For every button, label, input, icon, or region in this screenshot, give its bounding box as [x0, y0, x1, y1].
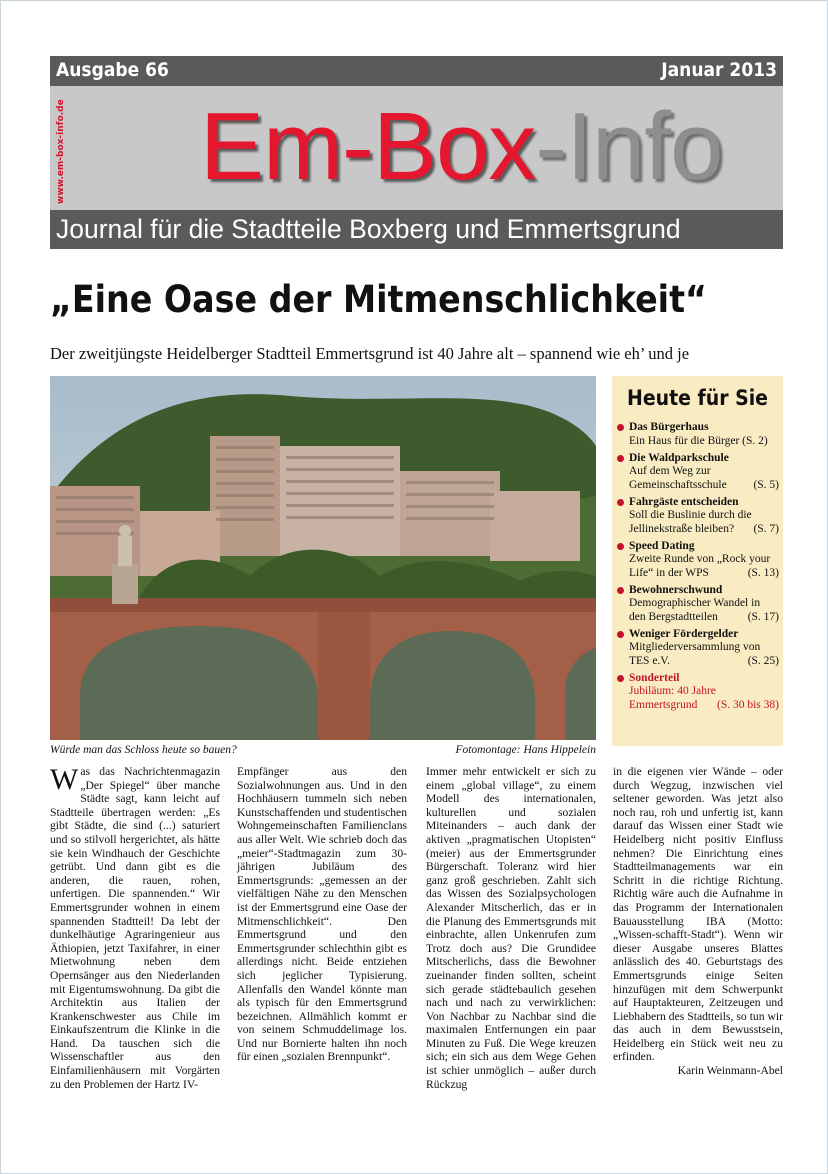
article-deck: Der zweitjüngste Heidelberger Stadtteil Emmertsgrund ist 40 Jahre alt – spannend wie eh’ und je	[50, 344, 690, 363]
contents-item	[615, 452, 779, 493]
photo-caption: Würde man das Schloss heute so bauen?	[50, 744, 237, 756]
bullet-icon	[617, 499, 624, 506]
contents-item-title: Bewohnerschwund	[629, 583, 723, 596]
title-red-part: Em-Box	[200, 93, 536, 200]
contents-item-page: (S. 5)	[753, 478, 779, 491]
bullet-icon	[617, 587, 624, 594]
bullet-icon	[617, 675, 624, 682]
contents-item-desc: Mitgliederversammlung von TES e.V. (S. 25)	[629, 641, 779, 667]
contents-item-title: Fahrgäste entscheiden	[629, 495, 739, 508]
issue-bar	[50, 56, 783, 86]
contents-item-special	[615, 672, 779, 713]
publication-subtitle: Journal für die Stadtteile Boxberg und Emmertsgrund	[56, 214, 681, 244]
website-url: www.em-box-info.de	[56, 99, 66, 204]
contents-item-title: Weniger Fördergelder	[629, 627, 739, 640]
contents-item	[615, 628, 779, 669]
contents-title: Heute für Sie	[627, 386, 768, 410]
contents-item-title: Die Waldparkschule	[629, 451, 729, 464]
article-headline: „Eine Oase der Mitmenschlichkeit“	[50, 278, 707, 321]
contents-item-desc: Demographischer Wandel in den Bergstadtteilen (S. 17)	[629, 597, 779, 623]
article-column-3	[426, 765, 596, 1091]
column-1-text: as das Nachrichtenmagazin „Der Spiegel“ über manche Städte sagt, kann leicht auf Stadtteile übertragen werden: „Es gibt Städte, die sind (...) saturiert und so stilvoll hergerichtet, als hätte sie kein Windhauch der Geschichte getrübt. Und dann gibt es die anderen, die rauen, rohen, unfertigen. Die spannenden.“ Wir Emmertsgrunder wohnen in einem spannenden Stadtteil! Da lebt der dunkelhäutige Agraringenieur aus Äthiopien, jetzt Taxifahrer, in einer Mietwohnung neben dem Opernsänger aus den Niederlanden mit Eigentumswohnung. Da gibt die Architektin aus Italien der Krankenschwester aus Chile im Einkaufszentrum die Klinke in die Hand. Da tauschen sich die Wissenschaftler aus den Einfamilienhäusern mit Vorgärten zu den Problemen der Hartz IV-	[50, 765, 220, 1091]
bullet-icon	[617, 543, 624, 550]
article-body	[50, 765, 784, 1135]
column-2-text: Empfänger aus den Sozialwohnungen aus. Und in den Hochhäusern tummeln sich neben Kunstschaffenden und studentischen Wohngemeinschaften Familienclans aus aller Welt. Wie schrieb doch das „meier“-Stadtmagazin zum 30-jährigen Jubiläum des Emmertsgrunds: „gemessen an der vielfältigen Nähe zu den Menschen ist der Emmertsgrund eine Oase der Mitmenschlichkeit“. Den Emmertsgrund und den Emmertsgrunder schlechthin gibt es allerdings nicht. Beide entziehen sich jeglicher Typisierung. Allenfalls den Wandel könnte man als typisch für den Emmertsgrund bezeichnen. Allmählich kommt er von seinem Schmuddelimage los. Und nur Bornierte halten ihn noch für einen „sozialen Brennpunkt“.	[237, 765, 407, 1064]
bullet-icon	[617, 455, 624, 462]
drop-cap: W	[50, 763, 79, 796]
contents-item-title: Speed Dating	[629, 539, 695, 552]
contents-box	[612, 376, 783, 746]
bridge-photo	[50, 376, 596, 740]
article-column-1	[50, 765, 220, 1091]
subtitle-band	[50, 210, 783, 249]
photo-credit: Fotomontage: Hans Hippelein	[455, 744, 596, 756]
contents-item-page: (S. 17)	[747, 610, 779, 623]
contents-item-page: (S. 7)	[753, 522, 779, 535]
bridge-photo-image	[50, 376, 596, 740]
bullet-icon	[617, 424, 624, 431]
article-column-2	[237, 765, 407, 1064]
contents-item	[615, 584, 779, 625]
contents-item-desc: Auf dem Weg zur Gemeinschaftsschule (S. 5)	[629, 465, 779, 491]
contents-item-desc: Ein Haus für die Bürger (S. 2)	[629, 434, 768, 447]
column-4-text: in die eigenen vier Wände – oder durch Wegzug, inzwischen viel seltener geworden. Was jetzt also noch rau, roh und unfertig ist, kann darauf das Wissen einer Stadt wie Heidelberg nicht positiv Einfluss nehmen? Die Einrichtung eines Stadtteilmanagements war ein Schritt in die richtige Richtung. Richtig wäre auch die Aufnahme in das Programm der Internationalen Bauausstellung IBA (Motto: „Wissen-schafft-Stadt“). Wenn wir dieser Ausgabe unseres Blattes anlässlich des 40. Geburtstags des Emmertsgrunds einige Seiten hinzufügen mit dem Schwerpunkt auf Hauptakteuren, Zeitzeugen und Liebhabern des Stadtteils, so tun wir das auch in dem Bewusstsein, Heidelberg ein Stück weit neu zu erfinden.	[613, 765, 783, 1064]
article-column-4	[613, 765, 783, 1078]
article-author: Karin Weinmann-Abel	[677, 1064, 783, 1078]
contents-item	[615, 421, 779, 448]
contents-item-desc: Jubiläum: 40 Jahre Emmertsgrund (S. 30 bis 38)	[629, 685, 779, 711]
issue-date: Januar 2013	[661, 59, 777, 81]
contents-item-title: Das Bürgerhaus	[629, 421, 709, 433]
contents-item-page: (S. 25)	[747, 654, 779, 667]
contents-item	[615, 540, 779, 581]
title-grey-part: -Info	[535, 93, 723, 200]
contents-item-page: (S. 13)	[747, 566, 779, 579]
contents-item-desc: Soll die Buslinie durch die Jellinekstraße bleiben? (S. 7)	[629, 509, 779, 535]
contents-item	[615, 496, 779, 537]
contents-item-page: (S. 30 bis 38)	[717, 698, 779, 711]
contents-list	[615, 421, 779, 716]
column-3-text: Immer mehr entwickelt er sich zu einem „global village“, zu einem Modell des internationalen, kulturellen und sozialen Miteinanders – auch dank der aktiven „pragmatischen Utopisten“ (meier) aus der Emmertsgrunder Bürgerschaft. Toleranz wird hier ganz groß geschrieben. Zahlt sich das Wissen des Sozialpsychologen Alexander Mitscherlich, das er in die Planung des Emmertsgrunds mit einbrachte, allen Unkenrufen zum Trotz doch aus? Die Grundidee Mitscherlichs, dass die Bewohner zueinander finden sollten, scheint sich gerade städtebaulich gesehen nach und nach zu verwirklichen: Von Nachbar zu Nachbar sind die maximalen Entfernungen ein paar Minuten zu Fuß. Die Wege kreuzen sich; ein sich aus dem Wege Gehen ist schier unmöglich – außer durch Rückzug	[426, 765, 596, 1091]
contents-item-title: Sonderteil	[629, 671, 680, 684]
issue-number: Ausgabe 66	[56, 59, 169, 81]
publication-title	[200, 92, 722, 202]
contents-item-desc: Zweite Runde von „Rock your Life“ in der WPS (S. 13)	[629, 553, 779, 579]
bullet-icon	[617, 631, 624, 638]
